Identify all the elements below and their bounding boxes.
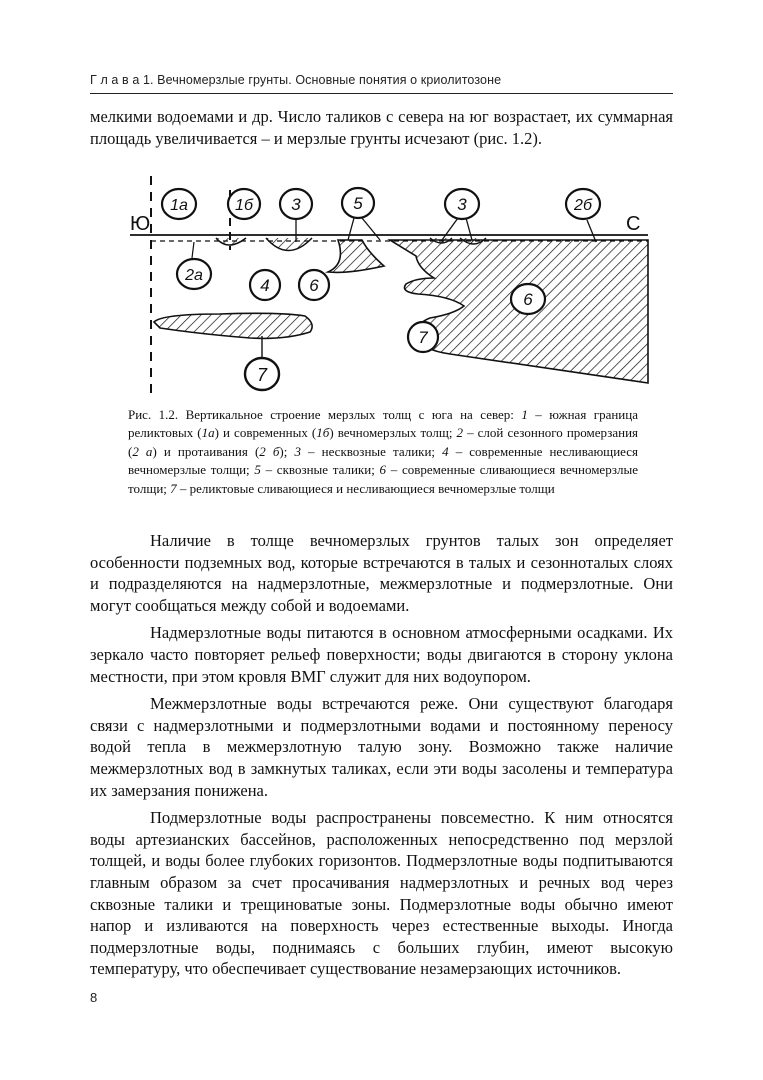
- label-7-bottom: 7: [256, 365, 268, 385]
- label-4: 4: [260, 276, 270, 295]
- leader-3-right-b: [466, 218, 472, 240]
- label-6-small: 6: [309, 276, 319, 295]
- label-1b: 1б: [235, 197, 253, 214]
- label-2a: 2а: [185, 267, 203, 284]
- leader-3-right-a: [442, 218, 458, 240]
- label-5: 5: [353, 194, 363, 213]
- body-text: [90, 530, 673, 986]
- label-6-large: 6: [523, 290, 533, 309]
- caption-n5: 5: [254, 462, 261, 478]
- caption-n2a: 2 а: [132, 443, 153, 459]
- page-number: 8: [90, 990, 98, 1005]
- relict-permafrost-wedge: [154, 313, 312, 338]
- leader-5-a: [348, 218, 354, 240]
- lens-1b: [216, 238, 246, 245]
- header-rule: [90, 93, 673, 94]
- caption-t6: – современные сливающиеся вечномерзлые толщи;: [128, 462, 638, 496]
- lead-paragraph: мелкими водоемами и др. Число таликов с севера на юг возрастает, их суммарная площадь увеличивается – и мерзлые грунты исчезают (рис. 1.2).: [90, 107, 673, 148]
- caption-n3: 3: [294, 443, 301, 459]
- label-7-inner: 7: [418, 328, 428, 347]
- permafrost-diagram: [100, 168, 660, 404]
- label-2b: 2б: [574, 197, 592, 214]
- caption-t4: – современные несливающиеся вечномерзлые толщи;: [128, 443, 638, 478]
- caption-t7: – реликтовые сливающиеся и несливающиеся вечномерзлые толщи: [176, 480, 555, 496]
- paragraph: Надмерзлотные воды питаются в основном атмосферными осадками. Их зеркало часто повторяет рельеф поверхности; воды двигаются в сторону уклона местности, при этом кровля ВМГ служит для них водоупором.: [90, 623, 673, 686]
- paragraph: Наличие в толще вечномерзлых грунтов талых зон определяет особенности подземных вод, которые встречаются в талых и сезонноталых слоях и подразделяются на надмерзлотные, межмерзлотные и подмерзлотные. Они могут сообщаться между собой и водоемами.: [90, 531, 673, 615]
- label-3-right: 3: [457, 195, 467, 214]
- south-letter: Ю: [130, 213, 151, 235]
- caption-t5: – сквозные талики;: [260, 462, 380, 478]
- paragraph: Подмерзлотные воды распространены повсеместно. К ним относятся воды артезианских бассейнов, расположенных непосредственно под мерзлой толщей, и воды более глубоких горизонтов. Подмерзлотные воды подпитываются главным образом за счет просачивания надмерзлотных и речных вод через сквозные талики и трещиноватые зоны. Подмерзлотные воды обычно имеют напор и изливаются на поверхность через естественные выходы. Иногда подмерзлотные воды, поднимаясь с больших глубин, имеют высокую температуру, что обеспечивает существование незамерзающих источников.: [90, 808, 673, 979]
- caption-t2b: );: [279, 443, 295, 459]
- paragraph: Межмерзлотные воды встречаются реже. Они существуют благодаря связи с надмерзлотными и подмерзлотными водами и постоянному переносу водой тепла в межмерзлотную талую зону. Возможно также наличие межмерзлотных вод в замкнутых таликах, если эти воды засолены и температура их замерзания понижена.: [90, 694, 673, 800]
- caption-t3: – несквозные талики;: [300, 443, 443, 459]
- caption-t2: – слой сезонного промерзания (: [128, 425, 639, 459]
- caption-n2: 2: [456, 425, 464, 441]
- caption-n4: 4: [442, 443, 449, 459]
- caption-t2a: ) и протаивания (: [152, 443, 260, 459]
- leader-5-b: [362, 218, 380, 240]
- figure-caption: [128, 406, 638, 498]
- caption-n7: 7: [170, 480, 177, 496]
- lens-3-left: [266, 238, 312, 251]
- caption-n1b: 1б: [316, 425, 330, 441]
- caption-lead: Рис. 1.2. Вертикальное строение мерзлых толщ с юга на север:: [128, 407, 522, 422]
- caption-n2b: 2 б: [259, 443, 280, 459]
- leader-2a: [192, 242, 194, 258]
- caption-n1a: 1а: [201, 425, 215, 441]
- running-head: Г л а в а 1. Вечномерзлые грунты. Основные понятия о криолитозоне: [90, 73, 502, 87]
- permafrost-body-small: [328, 240, 384, 272]
- caption-n6: 6: [379, 462, 387, 478]
- caption-t1a: ) и современных (: [214, 425, 317, 441]
- label-3-left: 3: [291, 195, 301, 214]
- leader-2b: [587, 220, 596, 242]
- label-1a: 1а: [170, 197, 188, 214]
- caption-t1: – южная граница реликтовых (: [128, 407, 638, 441]
- north-letter: С: [626, 213, 641, 235]
- caption-t1b: ) вечномерзлых толщ;: [329, 425, 457, 441]
- caption-n1: 1: [521, 407, 528, 422]
